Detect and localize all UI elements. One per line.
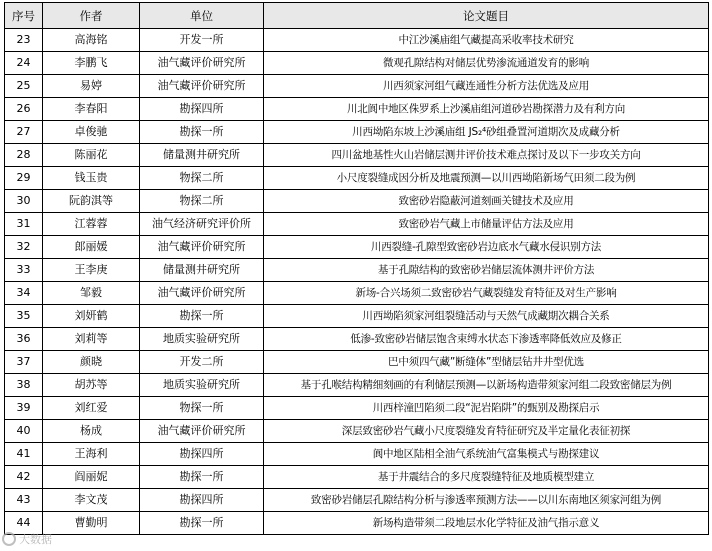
title-cell: 川西坳陷东坡上沙溪庙组 JS₂⁴砂组叠置河道期次及成藏分析 [264,121,709,144]
row-number-cell: 32 [5,236,43,259]
row-number-cell: 26 [5,98,43,121]
row-number-cell: 37 [5,351,43,374]
unit-cell: 勘探四所 [140,443,264,466]
row-number-cell: 24 [5,52,43,75]
table-row [5,144,709,167]
author-cell: 王海利 [43,443,140,466]
table-row [5,374,709,397]
table-row [5,259,709,282]
author-cell: 阮韵淇等 [43,190,140,213]
table-row [5,213,709,236]
author-cell: 刘红爱 [43,397,140,420]
author-cell: 高海铭 [43,29,140,52]
table-row [5,167,709,190]
unit-cell: 勘探一所 [140,305,264,328]
row-number-cell: 34 [5,282,43,305]
author-cell: 李鹏飞 [43,52,140,75]
row-number-cell: 42 [5,466,43,489]
row-number-cell: 28 [5,144,43,167]
unit-cell: 物探二所 [140,190,264,213]
author-cell: 卓俊驰 [43,121,140,144]
title-cell: 川西裂缝-孔隙型致密砂岩边底水气藏水侵识别方法 [264,236,709,259]
title-cell: 致密砂岩储层孔隙结构分析与渗透率预测方法——以川东南地区须家河组为例 [264,489,709,512]
table-row [5,512,709,535]
table-row [5,351,709,374]
title-cell: 小尺度裂缝成因分析及地震预测—以川西坳陷新场气田须二段为例 [264,167,709,190]
row-number-cell: 25 [5,75,43,98]
table-row [5,121,709,144]
header-unit: 单位 [140,3,264,29]
unit-cell: 勘探一所 [140,121,264,144]
author-cell: 江蓉蓉 [43,213,140,236]
title-cell: 致密砂岩气藏上市储量评估方法及应用 [264,213,709,236]
table-row [5,489,709,512]
author-cell: 陈丽花 [43,144,140,167]
unit-cell: 开发二所 [140,351,264,374]
title-cell: 四川盆地基性火山岩储层测井评价技术难点探讨及以下一步攻关方向 [264,144,709,167]
paper-list-table [4,2,709,535]
row-number-cell: 38 [5,374,43,397]
title-cell: 低渗-致密砂岩储层饱含束缚水状态下渗透率降低效应及修正 [264,328,709,351]
unit-cell: 物探一所 [140,397,264,420]
row-number-cell: 36 [5,328,43,351]
author-cell: 曹勤明 [43,512,140,535]
author-cell: 王李庚 [43,259,140,282]
author-cell: 阎丽妮 [43,466,140,489]
author-cell: 易婷 [43,75,140,98]
title-cell: 中江沙溪庙组气藏提高采收率技术研究 [264,29,709,52]
title-cell: 川北阆中地区侏罗系上沙溪庙组河道砂岩勘探潜力及有利方向 [264,98,709,121]
table-row [5,305,709,328]
table-row [5,466,709,489]
table-row [5,397,709,420]
unit-cell: 勘探四所 [140,98,264,121]
author-cell: 胡苏等 [43,374,140,397]
unit-cell: 油气藏评价研究所 [140,52,264,75]
table-row [5,98,709,121]
title-cell: 新场-合兴场须二致密砂岩气藏裂缝发育特征及对生产影响 [264,282,709,305]
title-cell: 川西须家河组气藏连通性分析方法优选及应用 [264,75,709,98]
author-cell: 杨成 [43,420,140,443]
table-row [5,420,709,443]
unit-cell: 地质实验研究所 [140,328,264,351]
title-cell: 川西坳陷须家河组裂缝活动与天然气成藏期次耦合关系 [264,305,709,328]
row-number-cell: 33 [5,259,43,282]
row-number-cell: 23 [5,29,43,52]
unit-cell: 开发一所 [140,29,264,52]
unit-cell: 油气藏评价研究所 [140,420,264,443]
unit-cell: 油气藏评价研究所 [140,236,264,259]
author-cell: 邹毅 [43,282,140,305]
header-author: 作者 [43,3,140,29]
header-no: 序号 [5,3,43,29]
row-number-cell: 30 [5,190,43,213]
unit-cell: 储量测井研究所 [140,144,264,167]
row-number-cell: 29 [5,167,43,190]
author-cell: 钱玉贵 [43,167,140,190]
title-cell: 致密砂岩隐蔽河道刻画关键技术及应用 [264,190,709,213]
row-number-cell: 35 [5,305,43,328]
title-cell: 巴中须四气藏”断缝体”型储层钻井井型优选 [264,351,709,374]
unit-cell: 油气藏评价研究所 [140,282,264,305]
title-cell: 深层致密砂岩气藏小尺度裂缝发育特征研究及半定量化表征初探 [264,420,709,443]
unit-cell: 勘探一所 [140,466,264,489]
unit-cell: 储量测井研究所 [140,259,264,282]
unit-cell: 地质实验研究所 [140,374,264,397]
title-cell: 基于孔喉结构精细刻画的有利储层预测—以新场构造带须家河组二段致密储层为例 [264,374,709,397]
table-row [5,443,709,466]
table-row [5,236,709,259]
row-number-cell: 44 [5,512,43,535]
row-number-cell: 39 [5,397,43,420]
author-cell: 刘妍鹤 [43,305,140,328]
table-row [5,75,709,98]
row-number-cell: 27 [5,121,43,144]
author-cell: 颜晓 [43,351,140,374]
table-row [5,282,709,305]
unit-cell: 勘探四所 [140,489,264,512]
title-cell: 基于孔隙结构的致密砂岩储层流体测井评价方法 [264,259,709,282]
title-cell: 微观孔隙结构对储层优势渗流通道发育的影响 [264,52,709,75]
title-cell: 川西梓潼凹陷须二段“泥岩陷阱”的甄别及勘探启示 [264,397,709,420]
table-row [5,328,709,351]
author-cell: 李文茂 [43,489,140,512]
table-body [5,29,709,535]
row-number-cell: 40 [5,420,43,443]
unit-cell: 油气经济研究评价所 [140,213,264,236]
author-cell: 郎丽媛 [43,236,140,259]
title-cell: 基于井震结合的多尺度裂缝特征及地质模型建立 [264,466,709,489]
watermark-text: 大数据 [19,533,52,546]
unit-cell: 油气藏评价研究所 [140,75,264,98]
table-row [5,29,709,52]
table-row [5,52,709,75]
author-cell: 刘莉等 [43,328,140,351]
row-number-cell: 43 [5,489,43,512]
header-title: 论文题目 [264,3,709,29]
table-header-row [5,3,709,29]
title-cell: 新场构造带须二段地层水化学特征及油气指示意义 [264,512,709,535]
row-number-cell: 41 [5,443,43,466]
author-cell: 李春阳 [43,98,140,121]
unit-cell: 勘探一所 [140,512,264,535]
table-row [5,190,709,213]
unit-cell: 物探二所 [140,167,264,190]
row-number-cell: 31 [5,213,43,236]
title-cell: 阆中地区陆相全油气系统油气富集模式与勘探建议 [264,443,709,466]
